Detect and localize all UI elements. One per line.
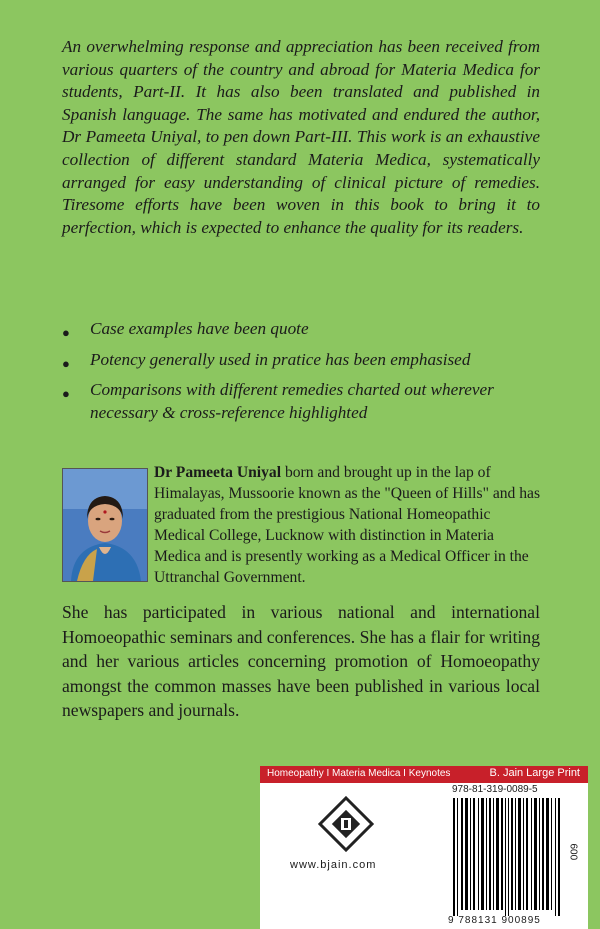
list-item <box>62 349 540 372</box>
author-name: Dr Pameeta Uniyal <box>154 464 282 481</box>
barcode-number: 9 788131 900895 <box>448 915 541 926</box>
publisher-logo-icon <box>318 796 374 852</box>
author-bio <box>154 462 542 588</box>
subject-categories: Homeopathy I Materia Medica I Keynotes <box>267 768 451 779</box>
list-item <box>62 318 540 341</box>
barcode-icon <box>453 798 563 916</box>
list-item-text: Case examples have been quote <box>90 319 309 338</box>
bullet-icon: ● <box>62 355 70 371</box>
publisher-url: www.bjain.com <box>290 859 377 871</box>
feature-list <box>62 318 540 432</box>
list-item-text: Potency generally used in pratice has been emphasised <box>90 349 471 369</box>
author-photo <box>62 468 148 582</box>
bullet-icon: ● <box>62 386 70 402</box>
price-label: 600 <box>567 843 579 861</box>
list-item-text: Comparisons with different remedies charted out wherever necessary & cross-reference highlighted <box>90 380 494 422</box>
closing-paragraph: She has participated in various national and international Homoeopathic seminars and conferences. She has a flair for writing and her various articles concerning promotion of Homoeopathy amongst the common masses have been published in various local newspapers and journals. <box>62 602 540 721</box>
publisher-panel <box>260 766 588 929</box>
list-item <box>62 379 540 424</box>
author-bio-text: born and brought up in the lap of Himalayas, Mussoorie known as the "Queen of Hills" and has graduated from the prestigious National Homeopathic Medical College, Lucknow with distinction in Materia Medica and is presently working as a Medical Officer in the Uttranchal Government. <box>154 464 541 586</box>
author-portrait-image <box>63 469 147 581</box>
bullet-icon: ● <box>62 325 70 340</box>
isbn-number: 978-81-319-0089-5 <box>452 784 538 795</box>
subject-bar <box>260 766 588 783</box>
intro-paragraph: An overwhelming response and appreciation has been received from various quarters of the country and abroad for Materia Medica for students, Part-II. It has also been translated and published in Spanish language. The same has motivated and endured the author, Dr Pameeta Uniyal, to pen down Part-III. This work is an exhaustive collection of different standard Materia Medica, systematically arranged for easy understanding of clinical picture of remedies. Tiresome efforts have been woven in this book to bring it to perfection, which is expected to enhance the quality for its readers. <box>62 37 540 237</box>
imprint-label: B. Jain Large Print <box>489 767 580 779</box>
